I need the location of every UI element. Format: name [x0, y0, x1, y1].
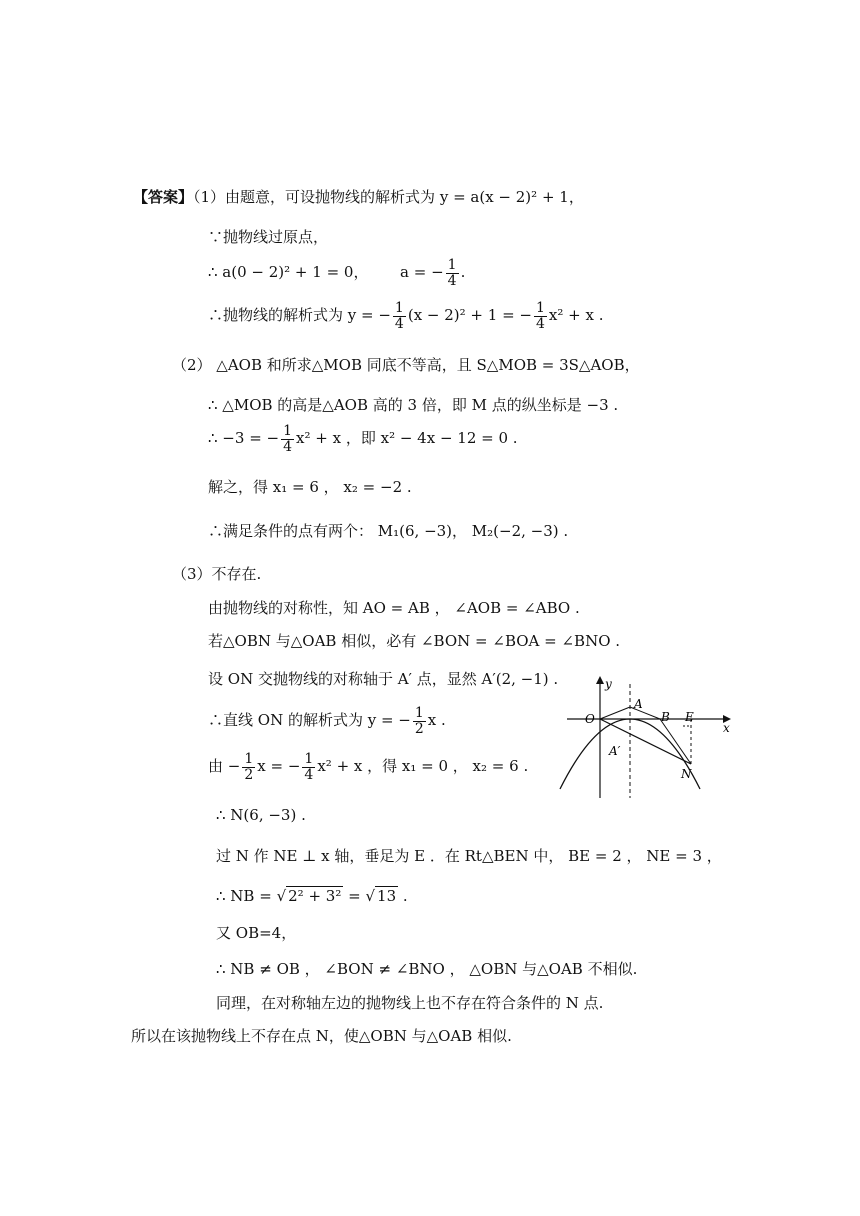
fraction	[393, 301, 406, 331]
answer-label: 【答案】	[133, 188, 194, 206]
part3-line12: 同理，在对称轴左边的抛物线上也不存在符合条件的 N 点.	[216, 994, 604, 1012]
fraction	[534, 301, 547, 331]
parabola-figure	[555, 674, 735, 804]
segment-OA	[600, 707, 630, 719]
numerator: 1	[394, 300, 404, 316]
part3-line6-c: x² + x ，得 x₁ = 0 ， x₂ = 6 .	[317, 757, 529, 776]
part2-line4: 解之，得 x₁ = 6 ， x₂ = −2 .	[208, 478, 412, 496]
part3-line7: ∴ N(6, −3) .	[216, 806, 306, 824]
part2-line3	[208, 424, 518, 454]
part1-line4-c: x² + x .	[548, 306, 604, 325]
denominator: 4	[304, 766, 314, 783]
period: .	[460, 263, 466, 282]
fraction	[413, 706, 426, 736]
part3-line8: 过 N 作 NE ⊥ x 轴，垂足为 E ．在 Rt△BEN 中， BE = 2 ， NE = 3 ，	[216, 847, 722, 865]
part1-line4-a: ∴抛物线的解析式为 y = −	[208, 306, 391, 325]
part3-line10: 又 OB=4，	[216, 924, 297, 942]
part3-line6-a: 由 −	[208, 757, 241, 776]
part3-line5-a: ∴直线 ON 的解析式为 y = −	[208, 711, 411, 730]
label-A-prime: A′	[609, 744, 621, 758]
part3-line6-b: x = −	[257, 757, 301, 776]
period: .	[398, 887, 408, 905]
part1-line4	[208, 301, 604, 331]
part2-line3-a: ∴ −3 = −	[208, 429, 280, 448]
denominator: 4	[394, 315, 404, 332]
sqrt-content: 2² + 3²	[288, 887, 342, 905]
label-x: x	[723, 721, 730, 735]
fraction	[446, 258, 459, 288]
sqrt-content: 13	[377, 887, 397, 905]
part1-line2: ∵抛物线过原点，	[208, 228, 329, 246]
part1-line1: （1）由题意，可设抛物线的解析式为 y = a(x − 2)² + 1，	[193, 188, 584, 206]
fraction	[281, 424, 294, 454]
numerator: 1	[414, 705, 424, 721]
label-N: N	[681, 767, 692, 781]
part2-line3-b: x² + x ，即 x² − 4x − 12 = 0 .	[296, 429, 518, 448]
denominator: 2	[414, 720, 424, 737]
numerator: 1	[283, 423, 293, 439]
answer-line-1	[133, 186, 584, 207]
part3-line9-a: ∴ NB =	[216, 887, 277, 905]
part3-line13: 所以在该抛物线上不存在点 N，使△OBN 与△OAB 相似.	[131, 1027, 512, 1045]
part3-line11: ∴ NB ≠ OB ， ∠BON ≠ ∠BNO ， △OBN 与△OAB 不相似.	[216, 960, 638, 978]
part3-line5-b: x .	[427, 711, 446, 730]
label-O: O	[585, 712, 595, 726]
fraction	[302, 752, 315, 782]
part3-line6	[208, 752, 528, 782]
part1-line3-a: a = −	[400, 263, 444, 282]
equals: =	[343, 887, 366, 905]
denominator: 4	[283, 438, 293, 455]
label-A: A	[634, 697, 643, 711]
part3-line4: 设 ON 交抛物线的对称轴于 A′ 点，显然 A′(2, −1) .	[208, 670, 559, 688]
label-E: E	[685, 710, 694, 724]
part3-line9	[216, 887, 408, 905]
y-axis-arrow	[596, 676, 604, 684]
sqrt-symbol: √	[365, 887, 376, 905]
denominator: 4	[447, 272, 457, 289]
label-B: B	[661, 710, 670, 724]
numerator: 1	[304, 751, 314, 767]
label-y: y	[605, 677, 612, 691]
part1-line3	[208, 258, 465, 288]
part2-line5: ∴满足条件的点有两个： M₁(6, −3)， M₂(−2, −3) .	[208, 522, 569, 540]
part2-line2: ∴ △MOB 的高是△AOB 高的 3 倍，即 M 点的纵坐标是 −3 .	[208, 396, 619, 414]
sqrt-symbol: √	[276, 887, 287, 905]
part3-line1: （3）不存在.	[172, 565, 262, 583]
numerator: 1	[536, 300, 545, 316]
segment-NB	[660, 719, 691, 764]
part1-line4-b: (x − 2)² + 1 = −	[407, 306, 532, 325]
numerator: 1	[447, 257, 457, 273]
denominator: 4	[536, 315, 545, 332]
fraction	[242, 752, 255, 782]
part3-line5	[208, 706, 446, 736]
numerator: 1	[244, 751, 254, 767]
part3-line2: 由抛物线的对称性，知 AO = AB ， ∠AOB = ∠ABO .	[208, 599, 580, 617]
part1-line3-equation: ∴ a(0 − 2)² + 1 = 0，	[208, 263, 369, 282]
part3-line3: 若△OBN 与△OAB 相似，必有 ∠BON = ∠BOA = ∠BNO .	[208, 632, 621, 650]
denominator: 2	[244, 766, 254, 783]
part2-line1: （2） △AOB 和所求△MOB 同底不等高，且 S△MOB = 3S△AOB，	[172, 356, 640, 374]
